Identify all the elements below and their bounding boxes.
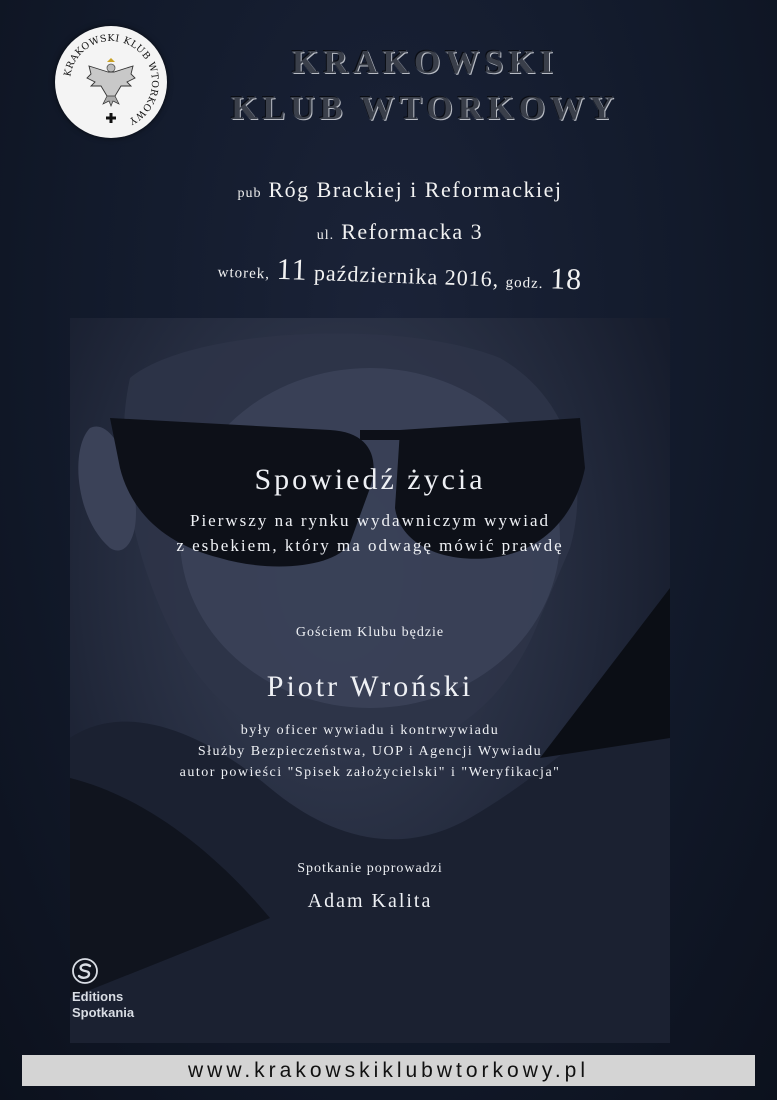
eagle-icon xyxy=(87,58,135,106)
moderator-label: Spotkanie poprowadzi xyxy=(297,861,443,876)
venue-street xyxy=(120,219,680,245)
book-subtitle-line2: z esbekiem, który ma odwagę mówić prawdę xyxy=(176,536,564,555)
venue-pub xyxy=(120,177,680,203)
moderator-name: Adam Kalita xyxy=(307,890,433,912)
guest-photo xyxy=(70,318,670,1043)
event-datetime xyxy=(140,248,661,300)
club-title-line2: KLUB WTORKOWY xyxy=(231,90,619,127)
venue-street-name: Reformacka 3 xyxy=(341,219,484,244)
website-url[interactable]: www.krakowskiklubwtorkowy.pl xyxy=(22,1055,755,1086)
guest-desc-line3: autor powieści "Spisek założycielski" i "Weryfikacja" xyxy=(179,765,561,780)
venue-pub-name: Róg Brackiej i Reformackiej xyxy=(268,177,563,202)
publisher-s-icon xyxy=(72,958,98,984)
venue-street-prefix: ul. xyxy=(316,228,335,243)
logo-ring-text: KRAKOWSKI KLUB WTORKOWY xyxy=(62,32,161,127)
event-day: 11 xyxy=(276,252,309,287)
club-logo xyxy=(55,26,167,138)
club-logo-graphic xyxy=(55,26,167,138)
guest-name: Piotr Wroński xyxy=(266,670,474,703)
event-weekday: wtorek, xyxy=(217,264,271,283)
guest-desc-line1: były oficer wywiadu i kontrwywiadu xyxy=(240,723,500,738)
guest-label: Gościem Klubu będzie xyxy=(295,625,445,640)
venue-pub-prefix: pub xyxy=(237,186,262,201)
event-time-prefix: godz. xyxy=(505,274,544,293)
publisher-name-line1: Editions xyxy=(72,989,124,1004)
guest-desc-line2: Służby Bezpieczeństwa, UOP i Agencji Wywiadu xyxy=(197,744,543,759)
event-month-year: października 2016, xyxy=(313,260,500,292)
book-title: Spowiedź życia xyxy=(254,463,486,496)
publisher-name-line2: Spotkania xyxy=(72,1005,135,1020)
club-title-line1: KRAKOWSKI xyxy=(291,44,559,81)
cross-icon xyxy=(106,113,116,123)
publisher-logo xyxy=(72,958,162,1020)
event-hour: 18 xyxy=(549,262,583,297)
book-subtitle-line1: Pierwszy na rynku wydawniczym wywiad xyxy=(190,511,550,530)
